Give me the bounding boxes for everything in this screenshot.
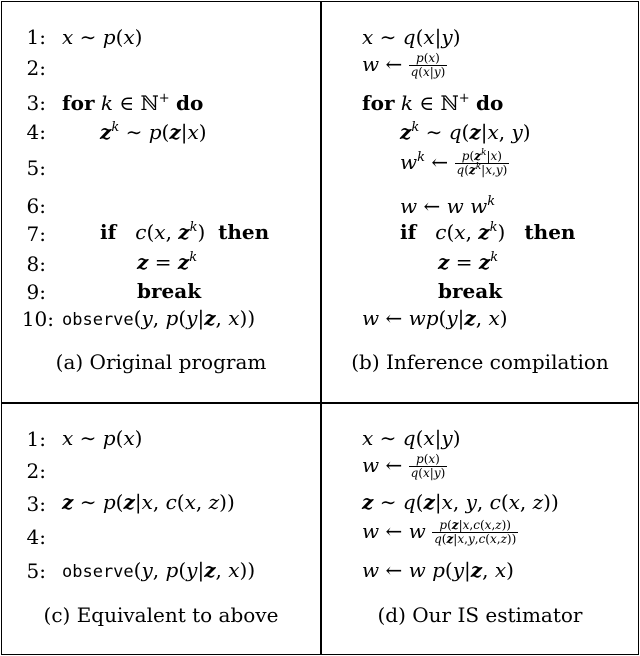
- line-number: 2:: [26, 56, 46, 80]
- code-line-1: x ∼ p(x): [62, 25, 143, 49]
- code-line-3: z ∼ q(z|x, y, c(x, z)): [362, 490, 559, 514]
- code-line-9: break: [137, 279, 202, 303]
- right-border: [638, 1, 639, 655]
- code-line-2: w ← $\frac{p(x)}{q(x|y)}$: [362, 51, 446, 80]
- line-number: 5:: [26, 559, 46, 583]
- code-line-4: $z^k$ ∼ q(z|x, y): [400, 120, 531, 144]
- line-number: 5:: [26, 156, 46, 180]
- fraction: $\frac{p(z|x,c(x,z))}{q(z|x,y,c(x,z))}$: [434, 518, 517, 547]
- code-line-3: for k ∈ ℕ+ do: [362, 91, 504, 115]
- left-border: [1, 1, 2, 655]
- line-number: 1:: [26, 427, 46, 451]
- code-line-4: $z^k$ ∼ p(z|x): [100, 120, 207, 144]
- code-line-2: w ← $\frac{p(x)}{q(x|y)}$: [362, 452, 446, 481]
- code-line-10: observe(y, p(y|z, x)): [62, 306, 256, 330]
- code-line-1: x ∼ q(x|y): [362, 25, 461, 49]
- caption-b: (b) Inference compilation: [351, 350, 609, 374]
- code-line-6: w ← w $w^k$: [400, 194, 496, 218]
- code-line-1: x ∼ p(x): [62, 426, 143, 450]
- code-line-8: $z = z^k$: [438, 250, 499, 274]
- line-number: 7:: [26, 222, 46, 246]
- code-line-3: for k ∈ ℕ+ do: [62, 91, 204, 115]
- code-line-5: $w^k$ ← $\frac{p(z^k|x)}{q(z^k|x,y)}$: [400, 148, 508, 178]
- line-number: 9:: [26, 280, 46, 304]
- caption-a: (a) Original program: [55, 350, 267, 374]
- fraction: $\frac{p(z^k|x)}{q(z^k|x,y)}$: [456, 148, 508, 178]
- caption-d: (d) Our IS estimator: [377, 603, 583, 627]
- center-divider: [320, 1, 322, 655]
- code-line-5: w ← w p(y|z, x): [362, 558, 514, 582]
- line-number: 3:: [26, 492, 46, 516]
- caption-c: (c) Equivalent to above: [43, 603, 279, 627]
- fraction: $\frac{p(x)}{q(x|y)}$: [410, 51, 446, 80]
- line-number: 6:: [26, 194, 46, 218]
- line-number: 4:: [26, 525, 46, 549]
- line-number: 2:: [26, 459, 46, 483]
- code-line-7: if c(x, $z^k$) then: [400, 220, 576, 244]
- line-number: 4:: [26, 120, 46, 144]
- code-line-10: w ← wp(y|z, x): [362, 306, 508, 330]
- line-number: 8:: [26, 252, 46, 276]
- code-line-7: if c(x, $z^k$) then: [100, 220, 270, 244]
- code-line-1: x ∼ q(x|y): [362, 426, 461, 450]
- code-line-4: w ← w $\frac{p(z|x,c(x,z))}{q(z|x,y,c(x,z))}$: [362, 518, 517, 547]
- code-line-3: z ∼ p(z|x, c(x, z)): [62, 490, 235, 514]
- line-number: 1:: [26, 25, 46, 49]
- code-line-9: break: [438, 279, 503, 303]
- fraction: $\frac{p(x)}{q(x|y)}$: [410, 452, 446, 481]
- code-line-5: observe(y, p(y|z, x)): [62, 558, 256, 582]
- line-number: 10:: [21, 307, 54, 331]
- line-number: 3:: [26, 91, 46, 115]
- code-line-8: $z = z^k$: [137, 250, 198, 274]
